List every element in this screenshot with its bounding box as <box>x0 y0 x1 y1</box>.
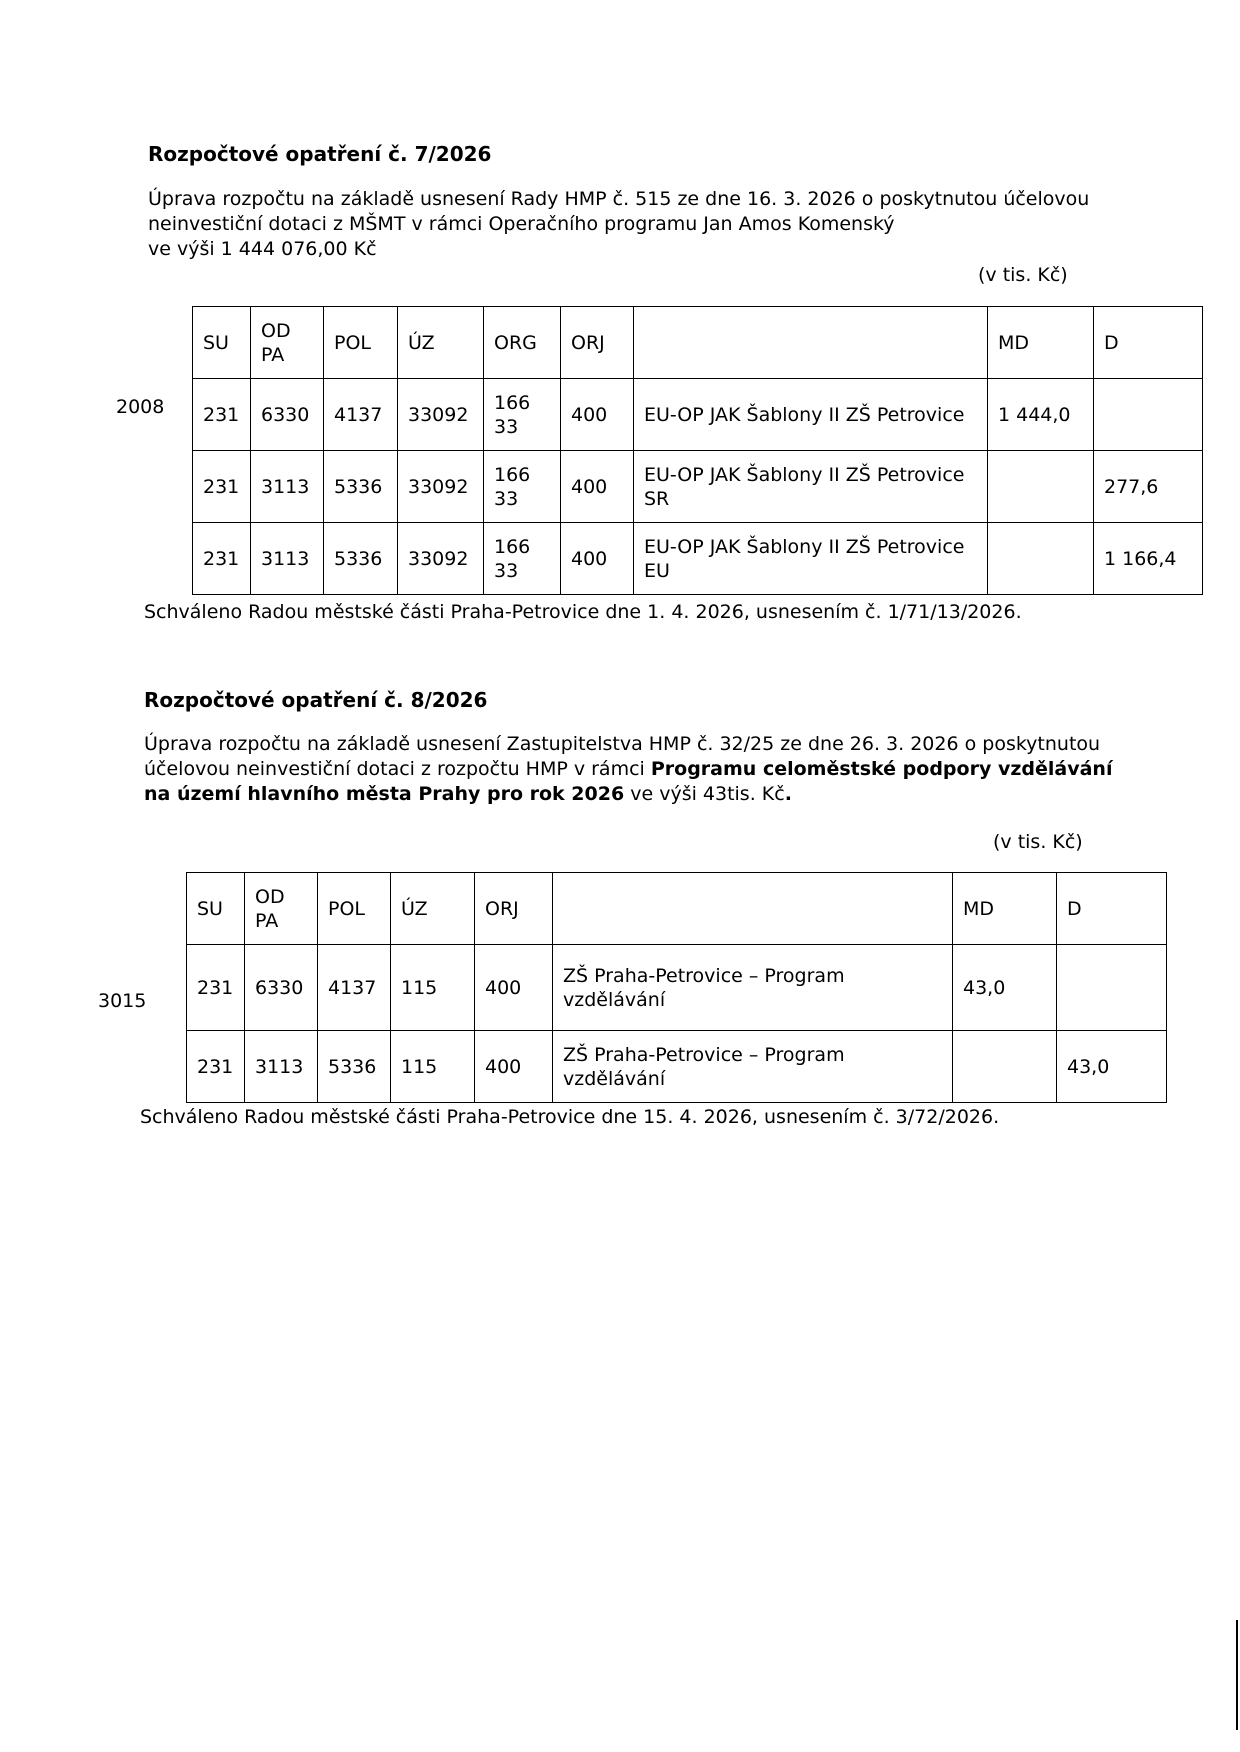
header-odpa: ODPA <box>251 307 324 379</box>
header-d: D <box>1094 307 1203 379</box>
cell-md <box>988 523 1094 595</box>
cell-pol: 5336 <box>324 451 398 523</box>
table-header-row <box>193 307 1203 379</box>
cell-pol: 4137 <box>318 945 391 1031</box>
table-row <box>193 451 1203 523</box>
program-scope-bold: na území hlavního města Prahy pro rok 2026 <box>144 783 625 805</box>
section1-paragraph <box>148 187 1148 262</box>
cell-odpa: 3113 <box>245 1031 318 1103</box>
table-row <box>187 1031 1167 1103</box>
cell-description: EU-OP JAK Šablony II ZŠ Petrovice <box>634 379 988 451</box>
cell-su: 231 <box>193 379 251 451</box>
table-header-row <box>187 873 1167 945</box>
cell-su: 231 <box>193 523 251 595</box>
cell-md: 43,0 <box>953 945 1057 1031</box>
header-org: ORG <box>484 307 561 379</box>
cell-uz: 33092 <box>398 451 484 523</box>
cell-orj: 400 <box>561 379 634 451</box>
section1-para-line-1: Úprava rozpočtu na základě usnesení Rady HMP č. 515 ze dne 16. 3. 2026 o poskytnutou účelovou <box>148 188 1090 210</box>
cell-odpa: 6330 <box>245 945 318 1031</box>
table-row <box>187 945 1167 1031</box>
section2-budget-table <box>186 872 1167 1103</box>
section1-approval: Schváleno Radou městské části Praha-Petrovice dne 1. 4. 2026, usnesením č. 1/71/13/2026. <box>144 601 1022 623</box>
header-md: MD <box>988 307 1094 379</box>
program-name-bold: Programu celoměstské podpory vzdělávání <box>650 758 1113 780</box>
header-uz: ÚZ <box>391 873 475 945</box>
cell-pol: 5336 <box>324 523 398 595</box>
cell-org: 16633 <box>484 451 561 523</box>
cell-orj: 400 <box>475 945 553 1031</box>
section1-unit-label: (v tis. Kč) <box>978 264 1068 286</box>
header-su: SU <box>193 307 251 379</box>
cell-md <box>988 451 1094 523</box>
cell-pol: 4137 <box>324 379 398 451</box>
header-uz: ÚZ <box>398 307 484 379</box>
cell-md <box>953 1031 1057 1103</box>
header-description <box>634 307 988 379</box>
cell-description: ZŠ Praha-Petrovice – Program vzdělávání <box>553 1031 953 1103</box>
cell-odpa: 6330 <box>251 379 324 451</box>
cell-d: 43,0 <box>1057 1031 1167 1103</box>
section2-para-line-2: účelovou neinvestiční dotaci z rozpočtu HMP v rámci Programu celoměstské podpory vzdělávání <box>144 758 1113 780</box>
section2-para-line-3: na území hlavního města Prahy pro rok 2026 ve výši 43tis. Kč. <box>144 783 792 805</box>
section2-row-label: 3015 <box>98 990 147 1012</box>
header-description <box>553 873 953 945</box>
section1-para-line-3: ve výši 1 444 076,00 Kč <box>148 238 377 260</box>
cell-description: EU-OP JAK Šablony II ZŠ Petrovice SR <box>634 451 988 523</box>
section2-para-line-1: Úprava rozpočtu na základě usnesení Zastupitelstva HMP č. 32/25 ze dne 26. 3. 2026 o poskytnutou <box>144 733 1101 755</box>
cell-description: EU-OP JAK Šablony II ZŠ Petrovice EU <box>634 523 988 595</box>
scan-edge-line <box>1236 1620 1238 1730</box>
cell-uz: 33092 <box>398 523 484 595</box>
cell-su: 231 <box>187 945 245 1031</box>
cell-uz: 33092 <box>398 379 484 451</box>
header-pol: POL <box>318 873 391 945</box>
cell-orj: 400 <box>561 451 634 523</box>
cell-odpa: 3113 <box>251 523 324 595</box>
header-odpa: ODPA <box>245 873 318 945</box>
cell-odpa: 3113 <box>251 451 324 523</box>
header-md: MD <box>953 873 1057 945</box>
cell-d: 1 166,4 <box>1094 523 1203 595</box>
cell-su: 231 <box>187 1031 245 1103</box>
section1-budget-table <box>192 306 1203 595</box>
table-row <box>193 523 1203 595</box>
cell-org: 16633 <box>484 379 561 451</box>
cell-d <box>1057 945 1167 1031</box>
cell-uz: 115 <box>391 945 475 1031</box>
cell-su: 231 <box>193 451 251 523</box>
header-orj: ORJ <box>475 873 553 945</box>
cell-uz: 115 <box>391 1031 475 1103</box>
header-su: SU <box>187 873 245 945</box>
cell-d <box>1094 379 1203 451</box>
header-pol: POL <box>324 307 398 379</box>
section1-para-line-2: neinvestiční dotaci z MŠMT v rámci Operačního programu Jan Amos Komenský <box>148 213 895 235</box>
section2-approval: Schváleno Radou městské části Praha-Petrovice dne 15. 4. 2026, usnesením č. 3/72/2026. <box>140 1106 1000 1128</box>
table-row <box>193 379 1203 451</box>
header-orj: ORJ <box>561 307 634 379</box>
cell-org: 16633 <box>484 523 561 595</box>
cell-orj: 400 <box>475 1031 553 1103</box>
cell-md: 1 444,0 <box>988 379 1094 451</box>
section1-row-label: 2008 <box>116 396 165 418</box>
section2-heading: Rozpočtové opatření č. 8/2026 <box>144 688 488 712</box>
cell-description: ZŠ Praha-Petrovice – Program vzdělávání <box>553 945 953 1031</box>
section2-paragraph <box>144 732 1204 807</box>
cell-pol: 5336 <box>318 1031 391 1103</box>
section2-unit-label: (v tis. Kč) <box>993 831 1083 853</box>
section1-heading: Rozpočtové opatření č. 7/2026 <box>148 142 492 166</box>
header-d: D <box>1057 873 1167 945</box>
cell-orj: 400 <box>561 523 634 595</box>
cell-d: 277,6 <box>1094 451 1203 523</box>
